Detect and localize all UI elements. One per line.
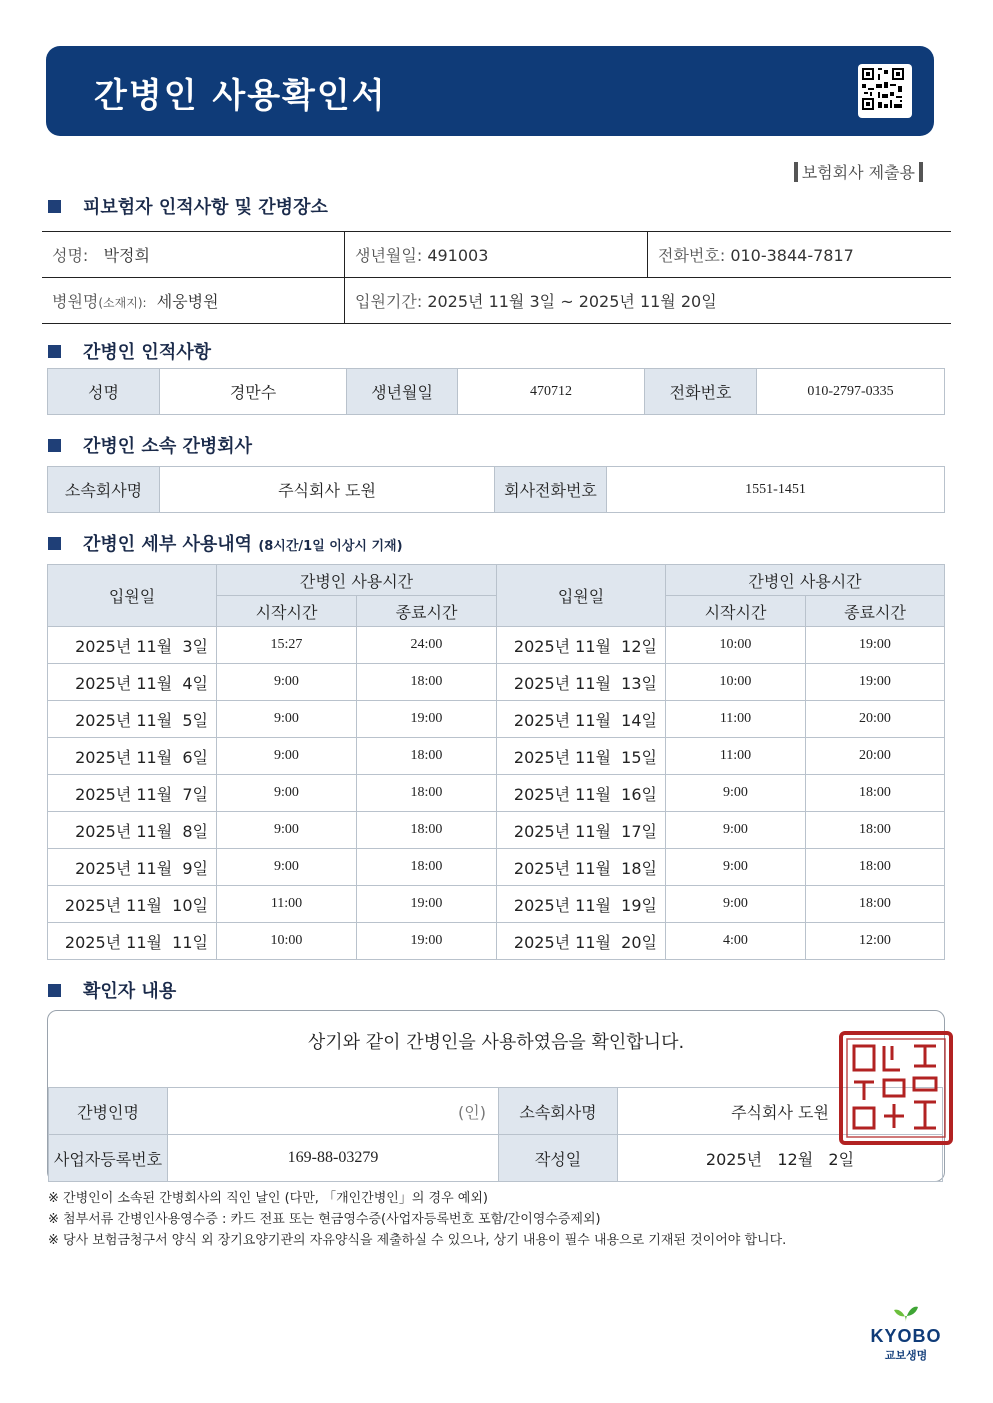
usage-start-time: 9:00 — [666, 775, 806, 812]
section-company-text: 간병인 소속 간병회사 — [83, 436, 253, 457]
usage-date: 2025년 11월 4일 — [48, 664, 217, 701]
hospital-cell — [42, 278, 345, 324]
usage-date: 2025년 11월 8일 — [48, 812, 217, 849]
col-date-left: 입원일 — [48, 565, 217, 627]
usage-date: 2025년 11월 12일 — [497, 627, 666, 664]
col-start-left: 시작시간 — [217, 596, 357, 627]
insured-phone-cell — [648, 232, 952, 278]
col-time-right: 간병인 사용시간 — [666, 565, 945, 596]
usage-start-time: 10:00 — [217, 923, 357, 960]
insured-table — [42, 231, 951, 324]
usage-end-time: 18:00 — [357, 775, 497, 812]
hospital-sub-label: (소재지): — [98, 296, 147, 310]
insured-name-cell — [42, 232, 345, 278]
usage-date: 2025년 11월 14일 — [497, 701, 666, 738]
caregiver-phone: 010-2797-0335 — [757, 369, 945, 415]
usage-table — [47, 564, 945, 960]
usage-date: 2025년 11월 5일 — [48, 701, 217, 738]
usage-date: 2025년 11월 3일 — [48, 627, 217, 664]
confirm-statement: 상기와 같이 간병인을 사용하였음을 확인합니다. — [307, 1032, 685, 1053]
company-phone-label: 회사전화번호 — [495, 467, 607, 513]
insured-birth-cell — [345, 232, 648, 278]
usage-start-time: 9:00 — [217, 812, 357, 849]
period-label: 입원기간: — [355, 292, 423, 311]
logo-brand: KYOBO — [870, 1326, 942, 1346]
logo-sub: 교보생명 — [884, 1349, 928, 1362]
document-title: 간병인 사용확인서 — [94, 76, 387, 116]
usage-date: 2025년 11월 20일 — [497, 923, 666, 960]
usage-date: 2025년 11월 13일 — [497, 664, 666, 701]
company-name-label: 소속회사명 — [48, 467, 160, 513]
table-row — [48, 812, 945, 849]
usage-start-time: 4:00 — [666, 923, 806, 960]
usage-date: 2025년 11월 17일 — [497, 812, 666, 849]
usage-date: 2025년 11월 15일 — [497, 738, 666, 775]
section-company-title — [48, 432, 252, 458]
usage-end-time: 19:00 — [357, 701, 497, 738]
note-2: ※ 첨부서류 간병인사용영수증 : 카드 전표 또는 현금영수증(사업자등록번호 포함/간이영수증제외) — [48, 1212, 601, 1227]
usage-start-time: 9:00 — [217, 664, 357, 701]
bizno-value: 169-88-03279 — [168, 1135, 499, 1182]
table-row — [48, 627, 945, 664]
col-time-left: 간병인 사용시간 — [217, 565, 497, 596]
bizno-label: 사업자등록번호 — [49, 1135, 168, 1182]
hospital-name: 세웅병원 — [156, 292, 219, 311]
notes — [48, 1188, 786, 1251]
insured-phone: 010-3844-7817 — [730, 246, 854, 265]
section-detail-title — [48, 530, 403, 556]
seal-mark: (인) — [458, 1102, 486, 1122]
table-row — [48, 664, 945, 701]
col-start-right: 시작시간 — [666, 596, 806, 627]
usage-start-time: 9:00 — [217, 701, 357, 738]
usage-start-time: 9:00 — [666, 849, 806, 886]
section-detail-text: 간병인 세부 사용내역 — [83, 534, 253, 555]
usage-date: 2025년 11월 16일 — [497, 775, 666, 812]
usage-start-time: 11:00 — [217, 886, 357, 923]
usage-end-time: 18:00 — [806, 775, 945, 812]
company-name: 주식회사 도원 — [160, 467, 495, 513]
section-confirm-text: 확인자 내용 — [83, 981, 177, 1002]
usage-date: 2025년 11월 7일 — [48, 775, 217, 812]
usage-end-time: 18:00 — [357, 738, 497, 775]
usage-start-time: 11:00 — [666, 701, 806, 738]
caregiver-table — [47, 368, 945, 415]
usage-end-time: 18:00 — [806, 812, 945, 849]
caregiver-birth-label: 생년월일 — [347, 369, 458, 415]
usage-start-time: 11:00 — [666, 738, 806, 775]
written-date-label: 작성일 — [499, 1135, 618, 1182]
admission-period: 2025년 11월 3일 ~ 2025년 11월 20일 — [427, 292, 717, 311]
usage-date: 2025년 11월 10일 — [48, 886, 217, 923]
confirm-caregiver-value — [168, 1088, 499, 1135]
usage-start-time: 10:00 — [666, 627, 806, 664]
table-row — [48, 849, 945, 886]
caregiver-phone-label: 전화번호 — [645, 369, 757, 415]
usage-start-time: 15:27 — [217, 627, 357, 664]
qr-code-icon — [858, 64, 912, 118]
table-row — [48, 775, 945, 812]
confirm-table — [48, 1087, 943, 1182]
col-end-right: 종료시간 — [806, 596, 945, 627]
usage-end-time: 24:00 — [357, 627, 497, 664]
document-header — [46, 46, 934, 136]
period-cell — [345, 278, 952, 324]
confirm-company-value: 주식회사 도원 — [618, 1088, 943, 1135]
usage-end-time: 18:00 — [357, 664, 497, 701]
insured-birth: 491003 — [427, 246, 489, 265]
usage-start-time: 10:00 — [666, 664, 806, 701]
kyobo-logo — [868, 1304, 944, 1362]
usage-start-time: 9:00 — [666, 812, 806, 849]
usage-date: 2025년 11월 18일 — [497, 849, 666, 886]
col-date-right: 입원일 — [497, 565, 666, 627]
caregiver-name: 경만수 — [160, 369, 347, 415]
section-confirm-title — [48, 977, 176, 1003]
leaf-icon — [893, 1304, 919, 1322]
insured-phone-label: 전화번호: — [658, 246, 726, 265]
usage-end-time: 18:00 — [357, 812, 497, 849]
section-insured-title — [48, 193, 328, 219]
usage-start-time: 9:00 — [666, 886, 806, 923]
caregiver-birth: 470712 — [458, 369, 645, 415]
usage-end-time: 18:00 — [806, 886, 945, 923]
section-detail-note: (8시간/1일 이상시 기재) — [258, 539, 403, 554]
insured-name: 박정희 — [103, 246, 150, 265]
confirm-company-label: 소속회사명 — [499, 1088, 618, 1135]
usage-start-time: 9:00 — [217, 849, 357, 886]
usage-end-time: 19:00 — [806, 664, 945, 701]
table-row — [48, 923, 945, 960]
usage-end-time: 18:00 — [806, 849, 945, 886]
usage-date: 2025년 11월 19일 — [497, 886, 666, 923]
company-table — [47, 466, 945, 513]
note-1: ※ 간병인이 소속된 간병회사의 직인 날인 (다만, 「개인간병인」의 경우 예외) — [48, 1191, 488, 1206]
hospital-label: 병원명 — [52, 292, 99, 311]
submit-label-text: 보험회사 제출용 — [801, 163, 915, 182]
table-row — [48, 738, 945, 775]
submit-label — [790, 160, 927, 183]
usage-start-time: 9:00 — [217, 738, 357, 775]
usage-date: 2025년 11월 9일 — [48, 849, 217, 886]
section-insured-text: 피보험자 인적사항 및 간병장소 — [83, 197, 328, 218]
usage-end-time: 20:00 — [806, 738, 945, 775]
usage-start-time: 9:00 — [217, 775, 357, 812]
usage-end-time: 12:00 — [806, 923, 945, 960]
company-phone: 1551-1451 — [607, 467, 945, 513]
insured-birth-label: 생년월일: — [355, 246, 423, 265]
confirm-caregiver-label: 간병인명 — [49, 1088, 168, 1135]
company-seal-stamp — [838, 1030, 954, 1146]
table-row — [48, 886, 945, 923]
insured-name-label: 성명: — [52, 246, 89, 265]
caregiver-name-label: 성명 — [48, 369, 160, 415]
usage-date: 2025년 11월 6일 — [48, 738, 217, 775]
section-caregiver-text: 간병인 인적사항 — [83, 342, 211, 363]
usage-date: 2025년 11월 11일 — [48, 923, 217, 960]
usage-end-time: 19:00 — [357, 923, 497, 960]
table-row — [48, 701, 945, 738]
written-date-value: 2025년 12월 2일 — [618, 1135, 943, 1182]
note-3: ※ 당사 보험금청구서 양식 외 장기요양기관의 자유양식을 제출하실 수 있으나, 상기 내용이 필수 내용으로 기재된 것이어야 합니다. — [48, 1233, 787, 1248]
usage-end-time: 20:00 — [806, 701, 945, 738]
usage-end-time: 19:00 — [806, 627, 945, 664]
usage-end-time: 18:00 — [357, 849, 497, 886]
col-end-left: 종료시간 — [357, 596, 497, 627]
section-caregiver-title — [48, 338, 211, 364]
usage-end-time: 19:00 — [357, 886, 497, 923]
